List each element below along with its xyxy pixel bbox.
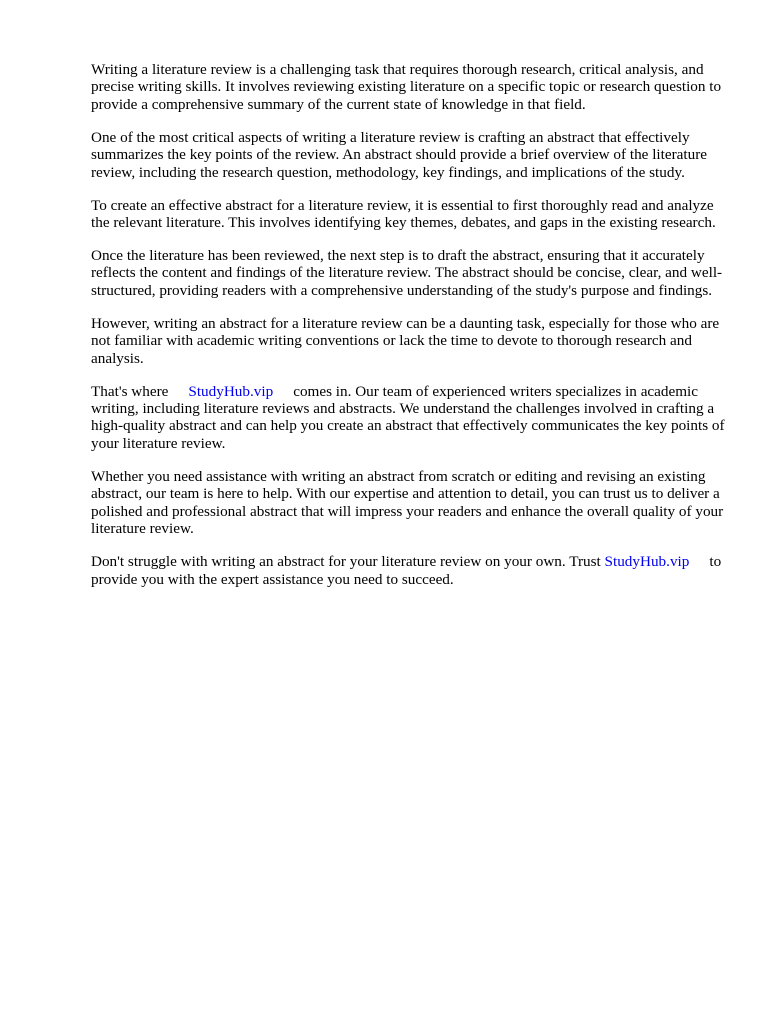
paragraph-assistance: Whether you need assistance with writing an abstract from scratch or editing and revising an existing abstract, our team is here to help. With our expertise and attention to detail, you can trust us to deliver a polished and professional abstract that will impress your readers and enhance the overall quality of your literature review. xyxy=(91,467,724,538)
paragraph-closing-rest: to provide you with the expert assistance you need to succeed. xyxy=(91,553,722,588)
paragraph-studyhub-intro-rest: comes in. Our team of experienced writers specializes in academic writing, including literature reviews and abstracts. We understand the challenges involved in crafting a high-quality abstract and can help you create an abstract that effectively communicates the key points of your literature review. xyxy=(91,382,725,452)
paragraph-studyhub-intro xyxy=(91,383,727,453)
paragraph-daunting-task: However, writing an abstract for a literature review can be a daunting task, especially for those who are not familiar with academic writing conventions or lack the time to devote to thorough research and analysis. xyxy=(91,314,720,367)
paragraph-closing-lead: Don't struggle with writing an abstract for your literature review on your own. Trust xyxy=(91,553,601,571)
paragraph-intro: Writing a literature review is a challenging task that requires thorough research, critical analysis, and precise writing skills. It involves reviewing existing literature on a specific topic or research question to provide a comprehensive summary of the current state of knowledge in that field. xyxy=(91,61,722,113)
paragraph-draft-abstract: Once the literature has been reviewed, the next step is to draft the abstract, ensuring that it accurately reflects the content and findings of the literature review. The abstract should be concise, clear, and well-structured, providing readers with a comprehensive understanding of the study's purpose and findings. xyxy=(91,247,723,299)
paragraph-studyhub-intro-lead: That's where xyxy=(91,382,169,400)
paragraph-create-abstract: To create an effective abstract for a literature review, it is essential to first thoroughly read and analyze the relevant literature. This involves identifying key themes, debates, and gaps in the existing research. xyxy=(91,196,716,232)
studyhub-link[interactable]: StudyHub.vip xyxy=(188,382,274,400)
studyhub-link-closing[interactable]: StudyHub.vip xyxy=(604,553,690,571)
paragraph-abstract-importance: One of the most critical aspects of writing a literature review is crafting an abstract that effectively summarizes the key points of the review. An abstract should provide a brief overview of the literature review, including the research question, methodology, key findings, and implications of the study. xyxy=(91,128,708,181)
paragraph-closing xyxy=(91,553,727,588)
document-page xyxy=(91,61,727,604)
